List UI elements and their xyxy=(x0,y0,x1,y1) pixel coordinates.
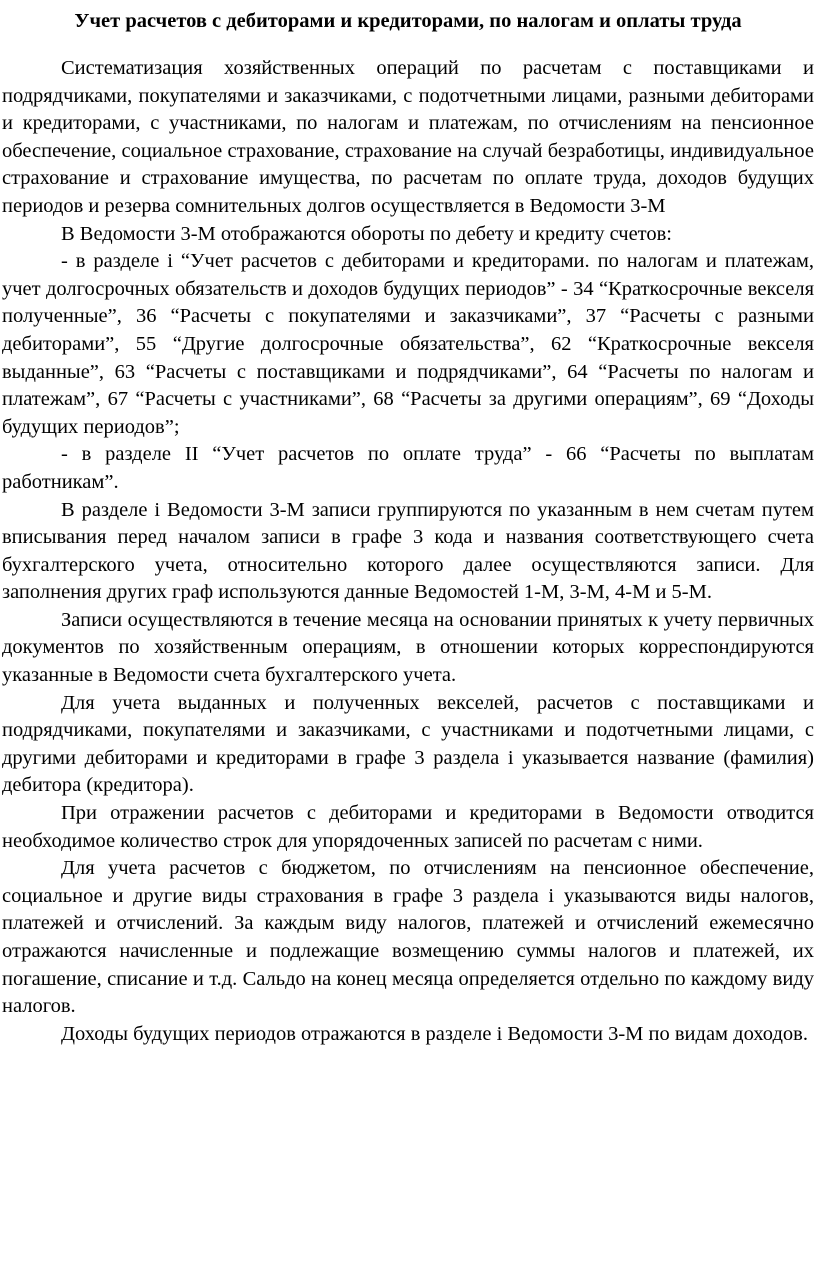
document-title: Учет расчетов с дебиторами и кредиторами, по налогам и оплаты труда xyxy=(74,10,742,32)
paragraph: Для учета расчетов с бюджетом, по отчислениям на пенсионное обеспечение, социальное и другие виды страхования в графе 3 раздела і указываются виды налогов, платежей и отчислений. За каждым виду налогов, платежей и отчислений ежемесячно отражаются начисленные и подлежащие возмещению суммы налогов и платежей, их погашение, списание и т.д. Сальдо на конец месяца определяется отдельно по каждому виду налогов. xyxy=(2,857,814,1018)
paragraph: Записи осуществляются в течение месяца на основании принятых к учету первичных документов по хозяйственным операциям, в отношении которых корреспондируются указанные в Ведомости счета бухгалтерского учета. xyxy=(2,608,814,687)
document-body xyxy=(2,55,814,1048)
paragraph: - в разделе II “Учет расчетов по оплате труда” - 66 “Расчеты по выплатам работникам”. xyxy=(2,443,814,493)
paragraph: Доходы будущих периодов отражаются в разделе і Ведомости 3-М по видам доходов. xyxy=(61,1022,808,1045)
paragraph: При отражении расчетов с дебиторами и кредиторами в Ведомости отводится необходимое количество строк для упорядоченных записей по расчетам с ними. xyxy=(2,802,814,852)
paragraph: Для учета выданных и полученных векселей, расчетов с поставщиками и подрядчиками, покупателями и заказчиками, с участниками и подотчетными лицами, с другими дебиторами и кредиторами в графе 3 раздела і указывается название (фамилия) дебитора (кредитора). xyxy=(2,691,814,797)
paragraph: В разделе і Ведомости 3-М записи группируются по указанным в нем счетам путем вписывания перед началом записи в графе 3 кода и названия соответствующего счета бухгалтерского учета, относительно которого далее осуществляются записи. Для заполнения других граф используются данные Ведомостей 1-М, 3-М, 4-М и 5-М. xyxy=(2,498,814,604)
paragraph: В Ведомости 3-М отображаются обороты по дебету и кредиту счетов: xyxy=(61,222,672,245)
paragraph: - в разделе і “Учет расчетов с дебиторами и кредиторами. по налогам и платежам, учет долгосрочных обязательств и доходов будущих периодов” - 34 “Краткосрочные векселя полученные”, 36 “Расчеты с покупателями и заказчиками”, 37 “Расчеты с разными дебиторами”, 55 “Другие долгосрочные обязательства”, 62 “Краткосрочные векселя выданные”, 63 “Расчеты с поставщиками и подрядчиками”, 64 “Расчеты по налогам и платежам”, 67 “Расчеты с участниками”, 68 “Расчеты за другими операциям”, 69 “Доходы будущих периодов”; xyxy=(2,250,814,438)
paragraph: Систематизация хозяйственных операций по расчетам с поставщиками и подрядчиками, покупателями и заказчиками, с подотчетными лицами, разными дебиторами и кредиторами, с участниками, по налогам и платежам, по отчислениям на пенсионное обеспечение, социальное страхование, страхование на случай безработицы, индивидуальное страхование и страхование имущества, по расчетам по оплате труда, доходов будущих периодов и резерва сомнительных долгов осуществляется в Ведомости 3-М xyxy=(2,57,814,217)
